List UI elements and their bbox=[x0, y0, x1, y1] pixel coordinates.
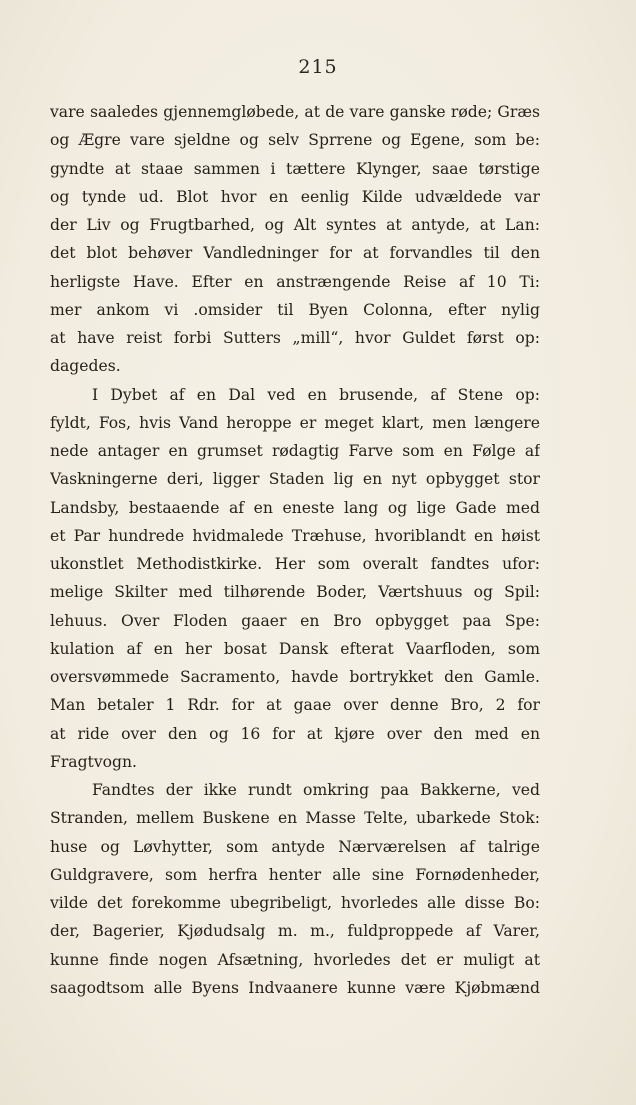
text-line: Stranden, mellem Buskene en Masse Telte, ubarkede Stok: bbox=[50, 809, 540, 828]
text-line: herligste Have. Efter en anstrængende Reise af 10 Ti: bbox=[50, 272, 540, 291]
text-line: oversvømmede Sacramento, havde bortrykket den Gamle. bbox=[50, 668, 540, 686]
text-line: lehuus. Over Floden gaaer en Bro opbygget paa Spe: bbox=[50, 611, 540, 630]
text-line: og tynde ud. Blot hvor en eenlig Kilde udvældede var bbox=[50, 187, 540, 206]
text-line: Landsby, bestaaende af en eneste lang og lige Gade med bbox=[50, 498, 540, 517]
text-line: Vaskningerne deri, ligger Staden lig en nyt opbygget stor bbox=[50, 470, 540, 489]
text-line: nede antager en grumset rødagtig Farve som en Følge af bbox=[50, 442, 540, 460]
text-line: at ride over den og 16 for at kjøre over den med en bbox=[50, 724, 540, 743]
text-line: ukonstlet Methodistkirke. Her som overalt fandtes ufor: bbox=[50, 555, 540, 573]
paragraph-2 bbox=[50, 381, 540, 777]
text-line: melige Skilter med tilhørende Boder, Værtshuus og Spil: bbox=[50, 583, 540, 602]
text-line: vilde det forekomme ubegribeligt, hvorledes alle disse Bo: bbox=[50, 894, 540, 912]
text-line: gyndte at staae sammen i tættere Klynger, saae tørstige bbox=[50, 159, 540, 178]
text-line: Man betaler 1 Rdr. for at gaae over denne Bro, 2 for bbox=[50, 696, 540, 715]
text-line: kunne finde nogen Afsætning, hvorledes det er muligt at bbox=[50, 950, 540, 969]
text-line: saagodtsom alle Byens Indvaanere kunne være Kjøbmænd bbox=[50, 978, 540, 997]
text-line: I Dybet af en Dal ved en brusende, af Stene op: bbox=[92, 385, 540, 404]
text-line: Fragtvogn. bbox=[50, 752, 137, 771]
paragraph-1 bbox=[50, 98, 540, 381]
text-line: vare saaledes gjennemgløbede, at de vare ganske røde; Græs bbox=[50, 103, 540, 121]
text-line: der Liv og Frugtbarhed, og Alt syntes at antyde, at Lan: bbox=[50, 216, 540, 234]
text-line: der, Bagerier, Kjødudsalg m. m., fuldproppede af Varer, bbox=[50, 922, 540, 941]
text-line: Fandtes der ikke rundt omkring paa Bakkerne, ved bbox=[92, 781, 540, 799]
text-line: fyldt, Fos, hvis Vand heroppe er meget klart, men længere bbox=[50, 413, 540, 432]
paragraph-3 bbox=[50, 776, 540, 1002]
text-line: det blot behøver Vandledninger for at forvandles til den bbox=[50, 244, 540, 263]
text-line: et Par hundrede hvidmalede Træhuse, hvoriblandt en høist bbox=[50, 526, 540, 545]
text-line: Guldgravere, som herfra henter alle sine Fornødenheder, bbox=[50, 865, 540, 884]
body-text bbox=[50, 98, 540, 1002]
text-line: kulation af en her bosat Dansk efterat Vaarfloden, som bbox=[50, 639, 540, 658]
text-line: huse og Løvhytter, som antyde Nærværelsen af talrige bbox=[50, 837, 540, 856]
text-line: og Ægre vare sjeldne og selv Sprrene og Egene, som be: bbox=[50, 131, 540, 150]
text-line: mer ankom vi .omsider til Byen Colonna, efter nylig bbox=[50, 300, 540, 319]
text-line: at have reist forbi Sutters „mill“, hvor Guldet først op: bbox=[50, 329, 540, 347]
text-line: dagedes. bbox=[50, 357, 121, 376]
page-number: 215 bbox=[298, 56, 338, 78]
